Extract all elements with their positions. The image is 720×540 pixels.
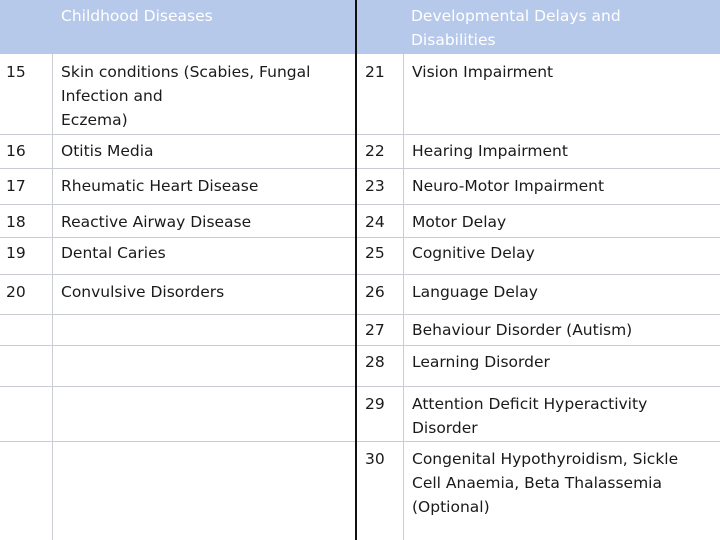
right-row-num: 29 — [365, 395, 385, 413]
right-row-text: Behaviour Disorder (Autism) — [412, 321, 633, 339]
right-row-text: Disorder — [412, 419, 478, 437]
left-row-text: Infection and — [61, 87, 163, 105]
row-divider — [0, 204, 720, 205]
left-row-num: 20 — [6, 283, 26, 301]
left-row-num: 19 — [6, 244, 26, 262]
left-row-text: Reactive Airway Disease — [61, 213, 252, 231]
header-developmental-delays: Developmental Delays and Disabilities — [411, 7, 621, 49]
right-row-num: 21 — [365, 63, 385, 81]
left-row-num: 17 — [6, 177, 26, 195]
right-row-num: 26 — [365, 283, 385, 301]
row-divider — [0, 134, 720, 135]
left-row-num: 18 — [6, 213, 26, 231]
left-row-text: Eczema) — [61, 111, 128, 129]
right-row-text: Motor Delay — [412, 213, 507, 231]
right-row-text: Cell Anaemia, Beta Thalassemia — [412, 474, 662, 492]
right-row-num: 23 — [365, 177, 385, 195]
column-divider — [403, 54, 404, 540]
right-row-text: Learning Disorder — [412, 353, 550, 371]
column-divider — [52, 54, 53, 540]
right-row-num: 28 — [365, 353, 385, 371]
left-row-num: 15 — [6, 63, 26, 81]
right-row-text: (Optional) — [412, 498, 490, 516]
row-divider — [0, 274, 720, 275]
right-row-num: 27 — [365, 321, 385, 339]
left-row-text: Rheumatic Heart Disease — [61, 177, 259, 195]
right-row-num: 30 — [365, 450, 385, 468]
right-row-text: Congenital Hypothyroidism, Sickle — [412, 450, 679, 468]
row-divider — [0, 345, 720, 346]
section-divider — [355, 0, 357, 540]
right-row-text: Hearing Impairment — [412, 142, 568, 160]
right-row-num: 24 — [365, 213, 385, 231]
right-row-text: Vision Impairment — [412, 63, 554, 81]
left-row-text: Dental Caries — [61, 244, 166, 262]
left-row-text: Convulsive Disorders — [61, 283, 225, 301]
left-row-text: Otitis Media — [61, 142, 154, 160]
left-row-text: Skin conditions (Scabies, Fungal — [61, 63, 311, 81]
right-row-num: 25 — [365, 244, 385, 262]
row-divider — [0, 386, 720, 387]
right-row-text: Cognitive Delay — [412, 244, 535, 262]
header-childhood-diseases: Childhood Diseases — [61, 7, 213, 25]
right-row-text: Language Delay — [412, 283, 538, 301]
right-row-num: 22 — [365, 142, 385, 160]
right-row-text: Attention Deficit Hyperactivity — [412, 395, 648, 413]
left-row-num: 16 — [6, 142, 26, 160]
row-divider — [0, 314, 720, 315]
row-divider — [0, 237, 720, 238]
row-divider — [0, 168, 720, 169]
row-divider — [0, 441, 720, 442]
right-row-text: Neuro-Motor Impairment — [412, 177, 605, 195]
